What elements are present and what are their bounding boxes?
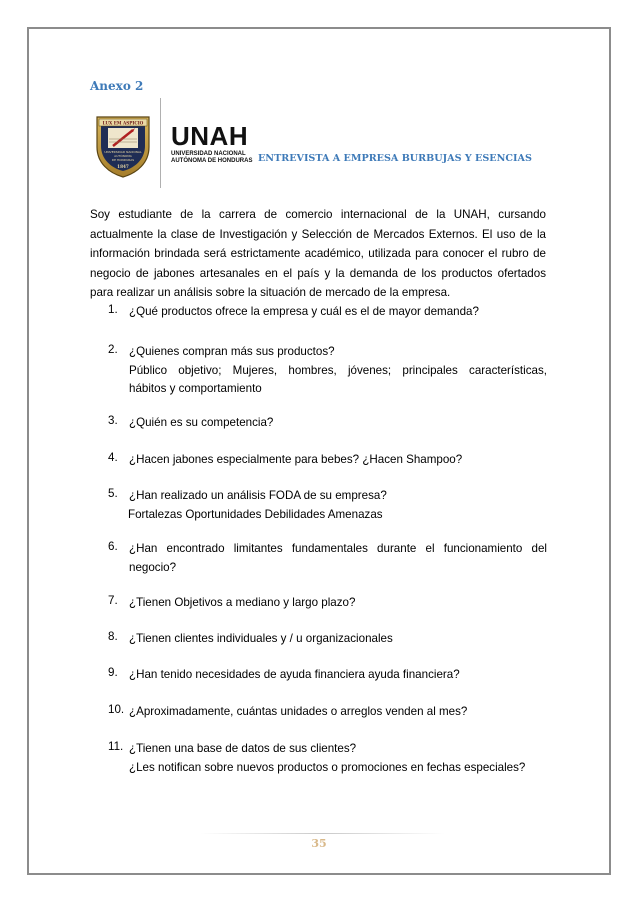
question-number: 3. [108, 414, 118, 427]
question-item [129, 540, 547, 577]
question-number: 9. [108, 666, 118, 679]
question-line: ¿Les notifican sobre nuevos productos o promociones en fechas especiales? [129, 760, 526, 774]
question-line: ¿Tienen Objetivos a mediano y largo plazo? [129, 596, 356, 609]
question-number: 8. [108, 630, 118, 643]
document-heading: ENTREVISTA A EMPRESA BURBUJAS Y ESENCIAS [258, 153, 532, 164]
question-line: ¿Quienes compran más sus productos? [129, 345, 335, 358]
question-line: ¿Tienen clientes individuales y / u organizacionales [129, 632, 393, 645]
annex-label: Anexo 2 [90, 79, 144, 93]
question-line: Público objetivo; Mujeres, hombres, jóvenes; principales características, [129, 363, 547, 377]
intro-paragraph: Soy estudiante de la carrera de comercio internacional de la UNAH, cursando actualmente la clase de Investigación y Selección de Mercados Externos. El uso de la información brindada será estrictamente académico, utilizada para conocer el rubro de negocio de jabones artesanales en el país y la demanda de los productos ofertados para realizar un análisis sobre la situación de mercado de la empresa. [90, 208, 546, 300]
page-number: 35 [311, 837, 327, 850]
question-item [129, 487, 547, 524]
seal-text-3: DE HONDURAS [111, 158, 135, 162]
unah-logo-subtitle [171, 151, 252, 165]
question-item [129, 451, 547, 470]
seal-year: 1847 [117, 164, 129, 169]
question-number: 11. [108, 740, 124, 753]
question-number: 10. [108, 703, 125, 716]
unah-subtitle-line-1: UNIVERSIDAD NACIONAL [171, 151, 246, 157]
question-item [129, 630, 547, 649]
seal-banner-text: LUX EM ASPICIO [102, 120, 144, 126]
question-item [129, 666, 547, 685]
seal-text-2: AUTÓNOMA [114, 154, 132, 158]
question-number: 2. [108, 343, 118, 356]
question-line: ¿Aproximadamente, cuántas unidades o arreglos venden al mes? [129, 705, 468, 718]
footer-rule [200, 833, 445, 834]
question-item [129, 594, 547, 613]
unah-logo-wordmark: UNAH [171, 121, 249, 151]
unah-seal-logo [91, 111, 155, 179]
logo-divider [160, 98, 161, 188]
question-item [129, 740, 547, 777]
seal-text-1: UNIVERSIDAD NACIONAL [104, 150, 142, 154]
question-line: ¿Tienen una base de datos de sus clientes? [129, 742, 357, 755]
question-line: negocio? [129, 560, 177, 574]
question-item [129, 414, 547, 433]
question-line: hábitos y comportamiento [129, 382, 262, 395]
unah-subtitle-line-2: AUTÓNOMA DE HONDURAS [171, 158, 253, 164]
question-number: 5. [108, 487, 118, 500]
question-line: ¿Han encontrado limitantes fundamentales durante el funcionamiento del [129, 542, 547, 555]
question-line: ¿Han tenido necesidades de ayuda financiera ayuda financiera? [129, 668, 460, 681]
question-item [129, 703, 547, 722]
question-number: 7. [108, 594, 118, 607]
question-number: 4. [108, 451, 118, 464]
question-line: ¿Qué productos ofrece la empresa y cuál es el de mayor demanda? [129, 305, 479, 318]
question-line: ¿Quién es su competencia? [129, 416, 274, 429]
question-number: 6. [108, 540, 118, 553]
question-item [129, 303, 547, 322]
question-line: ¿Hacen jabones especialmente para bebes? ¿Hacen Shampoo? [129, 453, 463, 466]
question-line: Fortalezas Oportunidades Debilidades Amenazas [128, 507, 383, 521]
question-line: ¿Han realizado un análisis FODA de su empresa? [129, 489, 387, 502]
question-number: 1. [108, 303, 118, 316]
question-item [129, 343, 547, 399]
